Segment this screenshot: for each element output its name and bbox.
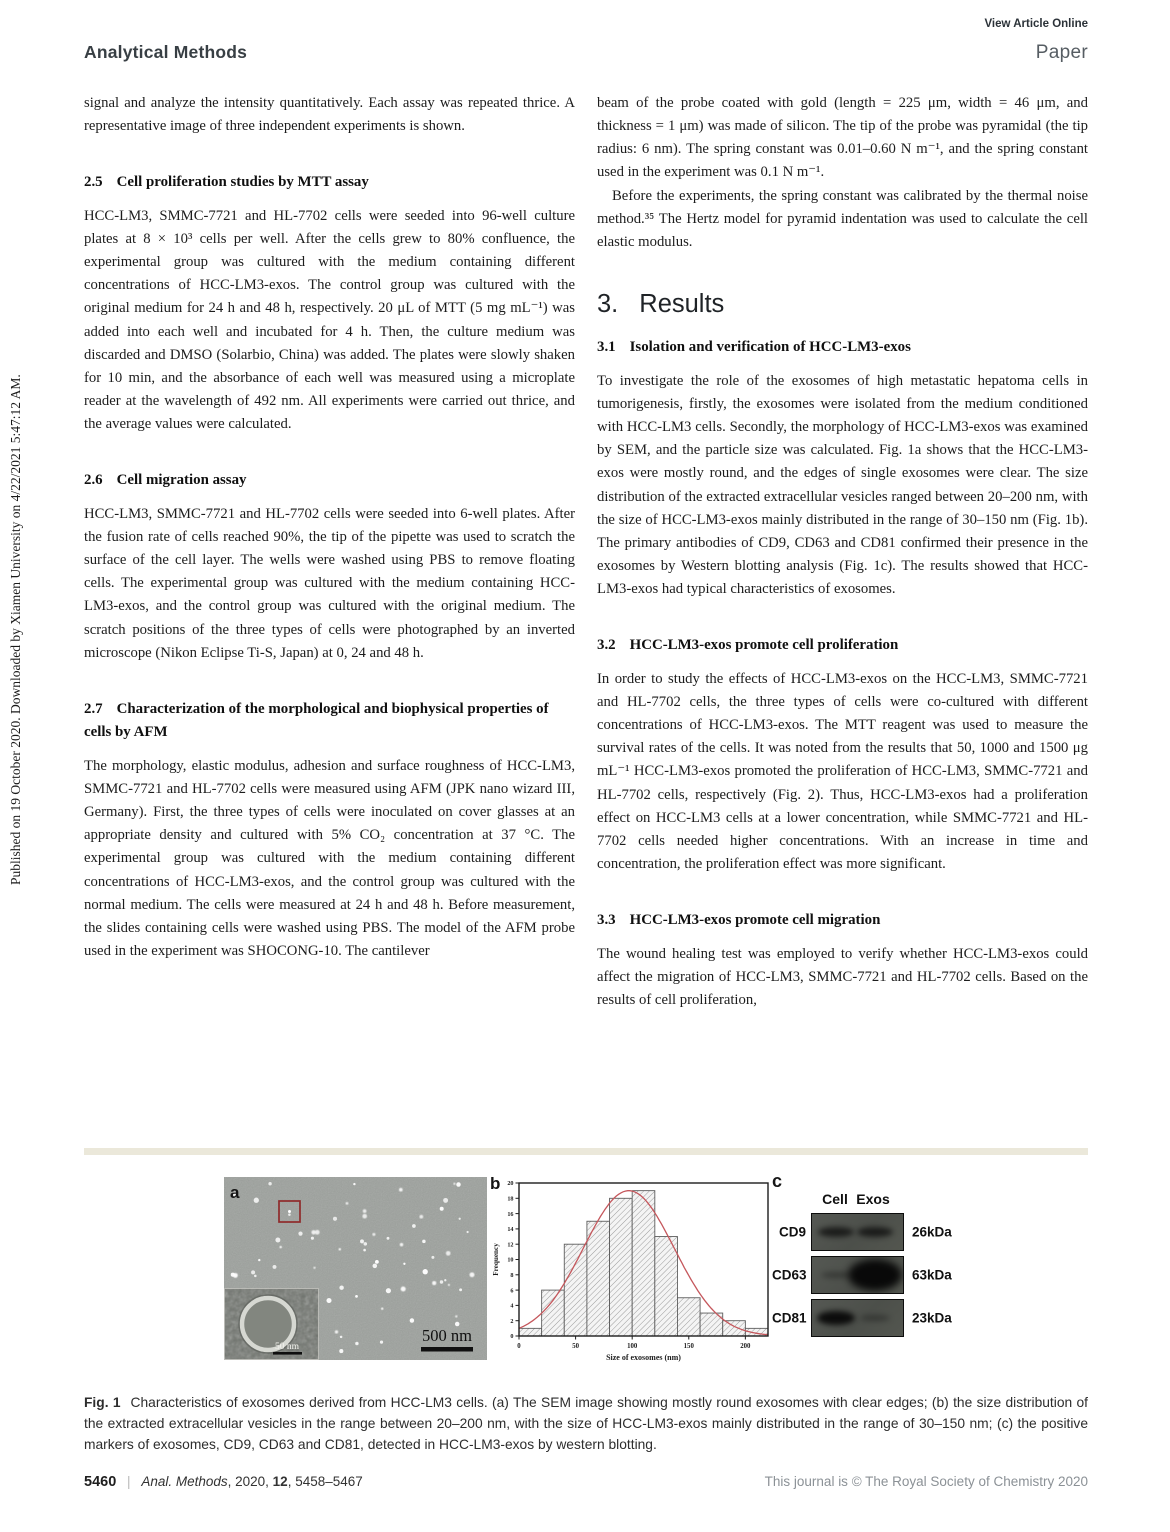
view-article-online-link[interactable]: View Article Online xyxy=(984,18,1088,30)
section-title: HCC-LM3-exos promote cell proliferation xyxy=(629,637,899,654)
band-exos xyxy=(857,1227,893,1237)
footer-separator: | xyxy=(127,1474,131,1489)
blot-row-cd81 xyxy=(772,1299,1092,1337)
band-cell xyxy=(817,1311,855,1325)
western-blot-panel xyxy=(772,1173,1092,1379)
section-heading-2-6 xyxy=(84,469,575,492)
journal-title: Analytical Methods xyxy=(84,42,248,62)
lane-header-cell: Cell xyxy=(822,1191,848,1207)
citation-year: , 2020, xyxy=(227,1474,273,1489)
section-heading-3 xyxy=(597,284,1088,324)
section-heading-2-7 xyxy=(84,698,575,745)
band-cell xyxy=(818,1227,854,1237)
paragraph: In order to study the effects of HCC-LM3-exos on the HCC-LM3, SMMC-7721 and HL-7702 cells, the three types of cells were co-cultured with different concentrations of HCC-LM3-exos. The MTT reagent was used to measure the survival rates of the cells. It was noted from the results that 50, 1000 and 1500 μg mL⁻¹ HCC-LM3-exos promoted the proliferation of HCC-LM3, SMMC-7721 and HL-7702 cells, respectively (Fig. 2). Thus, HCC-LM3-exos had a proliferation effect on HCC-LM3 cells at a lower concentration, while SMMC-7721 and HL-7702 cells needed higher concentrations. With an increase in time and concentration, the proliferation effect was more significant. xyxy=(597,670,1088,872)
figure-caption-label: Fig. 1 xyxy=(84,1395,121,1410)
section-title: Results xyxy=(639,290,725,319)
section-number: 3.2 xyxy=(597,637,616,654)
svg-text:20: 20 xyxy=(507,1180,514,1188)
section-number: 3.1 xyxy=(597,339,616,356)
svg-text:0: 0 xyxy=(517,1343,521,1350)
section-number: 3. xyxy=(597,290,619,319)
svg-text:150: 150 xyxy=(683,1343,694,1350)
paragraph: beam of the probe coated with gold (length = 225 μm, width = 46 μm, and thickness = 1 μm) was made of silicon. The tip of the probe was pyramidal (the tip radius: 6 nm). The spring constant was 0.01–0.60 N m⁻¹, and the spring constant used in the experiment was 0.1 N m⁻¹. xyxy=(597,95,1088,181)
section-title: Isolation and verification of HCC-LM3-exos xyxy=(629,339,911,356)
svg-text:200: 200 xyxy=(740,1343,751,1350)
blot-membrane xyxy=(811,1299,904,1337)
molecular-weight-label: 63kDa xyxy=(912,1267,952,1283)
article-body xyxy=(84,92,1088,1134)
svg-text:18: 18 xyxy=(507,1195,514,1203)
paragraph: Before the experiments, the spring constant was calibrated by the thermal noise method.³⁵ The Hertz model for pyramid indentation was used to calculate the cell elastic modulus. xyxy=(597,187,1088,250)
band-cell xyxy=(821,1272,851,1278)
histogram-bar xyxy=(655,1237,678,1336)
size-distribution-chart xyxy=(488,1171,774,1376)
svg-text:4: 4 xyxy=(510,1302,514,1310)
svg-text:0: 0 xyxy=(510,1333,514,1341)
citation-volume: 12 xyxy=(272,1474,288,1489)
section-number: 2.7 xyxy=(84,700,103,717)
svg-text:2: 2 xyxy=(510,1317,514,1325)
citation-journal: Anal. Methods xyxy=(141,1474,228,1489)
section-title: Cell migration assay xyxy=(116,472,247,489)
band-exos xyxy=(860,1315,890,1321)
molecular-weight-label: 26kDa xyxy=(912,1224,952,1240)
svg-text:100: 100 xyxy=(627,1343,638,1350)
figure-separator-bar xyxy=(84,1148,1088,1155)
section-heading-3-1 xyxy=(597,336,1088,359)
lane-header-exos: Exos xyxy=(856,1191,890,1207)
section-title: HCC-LM3-exos promote cell migration xyxy=(629,912,881,929)
histogram-bar xyxy=(610,1198,633,1336)
section-heading-2-5 xyxy=(84,171,575,194)
page-number: 5460 xyxy=(84,1474,117,1490)
section-title: Cell proliferation studies by MTT assay xyxy=(116,174,369,191)
section-number: 2.5 xyxy=(84,174,103,191)
band-exos xyxy=(848,1259,902,1291)
inset-scale-label: 50 nm xyxy=(274,1342,300,1352)
inset-scale-bar xyxy=(273,1352,302,1355)
blot-membrane xyxy=(811,1256,904,1294)
sem-scale-bar xyxy=(421,1347,473,1352)
blot-marker-label: CD81 xyxy=(772,1310,807,1326)
paragraph: HCC-LM3, SMMC-7721 and HL-7702 cells were seeded into 96-well culture plates at 8 × 10³ cells per well. After the cells grew to 80% confluence, the experimental group was cultured with the medium containing different concentrations of HCC-LM3-exos. The control group was cultured with the original medium for 24 h and 48 h, respectively. 20 μL of MTT (5 mg mL⁻¹) was added into each well and incubated for 4 h. Then, the culture medium was discarded and DMSO (Solarbio, China) was added. The plates were slowly shaken for 10 min, and the absorbance of each well was measured using a microplate reader at the wavelength of 492 nm. All experiments were carried out thrice, and the average values were calculated. xyxy=(84,207,575,433)
sem-scale-label: 500 nm xyxy=(422,1326,472,1345)
article-type-label: Paper xyxy=(1035,42,1088,63)
blot-rows xyxy=(772,1213,1092,1342)
blot-row-cd9 xyxy=(772,1213,1092,1251)
section-heading-3-3 xyxy=(597,909,1088,932)
sem-inset xyxy=(224,1288,319,1360)
histogram-bar xyxy=(587,1221,610,1336)
histogram-bar xyxy=(542,1290,565,1336)
figure-1 xyxy=(84,1148,1088,1456)
page-footer xyxy=(84,1474,1088,1490)
figure-caption xyxy=(84,1393,1088,1456)
histogram-bar xyxy=(723,1321,746,1336)
blot-marker-label: CD9 xyxy=(778,1224,806,1240)
svg-text:8: 8 xyxy=(510,1272,514,1279)
page-header xyxy=(84,42,1088,64)
sem-image-panel xyxy=(224,1177,487,1360)
blot-lane-headers xyxy=(772,1191,1092,1209)
histogram-bar xyxy=(519,1328,542,1336)
blot-row-cd63 xyxy=(772,1256,1092,1294)
section-number: 3.3 xyxy=(597,912,616,929)
panel-c-label: c xyxy=(772,1171,783,1191)
panel-a-label: a xyxy=(230,1183,240,1202)
histogram-bar xyxy=(677,1298,700,1336)
paragraph: To investigate the role of the exosomes of high metastatic hepatoma cells in tumorigenesis, firstly, the exosomes were isolated from the medium conditioned with HCC-LM3 cells. Secondly, the morphology of HCC-LM3-exos was examined by SEM, and the particle size was calculated. Fig. 1a shows that the HCC-LM3-exos were mostly round, and the edges of single exosomes were clear. The size distribution of the extracted extracellular vesicles ranged between 20–200 nm, with the size of HCC-LM3-exos mainly distributed in the range of 30–150 nm (Fig. 1b). The primary antibodies of CD9, CD63 and CD81 confirmed their presence in the exosomes by Western blotting analysis (Fig. 1c). The results showed that HCC-LM3-exos had typical characteristics of exosomes. xyxy=(597,372,1088,598)
figure-caption-text: Characteristics of exosomes derived from HCC-LM3 cells. (a) The SEM image showing mostly round exosomes with clear edges; (b) the size distribution of the extracted extracellular vesicles in the range between 20–200 nm, with the size of HCC-LM3-exos mainly distributed in the range of 30–150 nm; (c) the positive markers of exosomes, CD9, CD63 and CD81, detected in HCC-LM3-exos by western blotting. xyxy=(84,1395,1088,1452)
histogram-bar xyxy=(632,1191,655,1336)
histogram-bar xyxy=(564,1244,587,1336)
blot-membrane xyxy=(811,1213,904,1251)
footer-citation xyxy=(84,1474,363,1490)
svg-text:50: 50 xyxy=(572,1343,579,1350)
panel-b-label: b xyxy=(490,1174,501,1193)
section-number: 2.6 xyxy=(84,472,103,489)
section-heading-3-2 xyxy=(597,634,1088,657)
publication-download-note: Published on 19 October 2020. Downloaded by Xiamen University on 4/22/2021 5:47:12 AM. xyxy=(8,374,23,886)
paragraph: HCC-LM3, SMMC-7721 and HL-7702 cells were seeded into 6-well plates. After the fusion rate of cells reached 90%, the tip of the pipette was used to scratch the surface of the cell layer. The wells were washed using PBS to remove floating cells. The experimental group was cultured with the medium containing HCC-LM3-exos, and the control group was cultured with the original medium. The scratch positions of the three types of cells were photographed by an inverted microscope (Nikon Eclipse Ti-S, Japan) at 0, 24 and 48 h. xyxy=(84,505,575,661)
molecular-weight-label: 23kDa xyxy=(912,1310,952,1326)
paragraph: The morphology, elastic modulus, adhesion and surface roughness of HCC-LM3, SMMC-7721 and HL-7702 cells were measured using AFM (JPK nano wizard III, Germany). First, the three types of cells were inoculated on cover glasses at an appropriate density and cultured with 5% CO₂ concentration at 37 °C. The experimental group was cultured with the medium containing different concentrations of HCC-LM3-exos, and the control group was cultured with the normal medium. The cells were measured at 24 h and 48 h. Before measurement, the slides containing cells were washed using PBS. The model of the AFM probe used in the experiment was SHOCONG-10. The cantilever xyxy=(84,757,575,960)
citation-pages: , 5458–5467 xyxy=(287,1474,363,1489)
right-column xyxy=(597,92,1088,1134)
left-column xyxy=(84,92,575,1134)
svg-text:14: 14 xyxy=(507,1226,514,1234)
section-title: Characterization of the morphological and biophysical properties of cells by AFM xyxy=(84,700,549,741)
blot-marker-label: CD63 xyxy=(772,1267,807,1283)
x-axis-label: Size of exosomes (nm) xyxy=(606,1353,681,1362)
paragraph: The wound healing test was employed to verify whether HCC-LM3-exos could affect the migration of HCC-LM3, SMMC-7721 and HL-7702 cells. Based on the results of cell proliferation, xyxy=(597,945,1088,1008)
svg-text:12: 12 xyxy=(507,1241,514,1249)
y-axis-label: Frequency xyxy=(492,1243,500,1276)
svg-text:10: 10 xyxy=(507,1256,514,1264)
svg-text:16: 16 xyxy=(507,1210,514,1218)
copyright-notice: This journal is © The Royal Society of Chemistry 2020 xyxy=(764,1474,1088,1489)
svg-text:6: 6 xyxy=(510,1287,514,1295)
paragraph: signal and analyze the intensity quantitatively. Each assay was repeated thrice. A representative image of three independent experiments is shown. xyxy=(84,95,575,135)
